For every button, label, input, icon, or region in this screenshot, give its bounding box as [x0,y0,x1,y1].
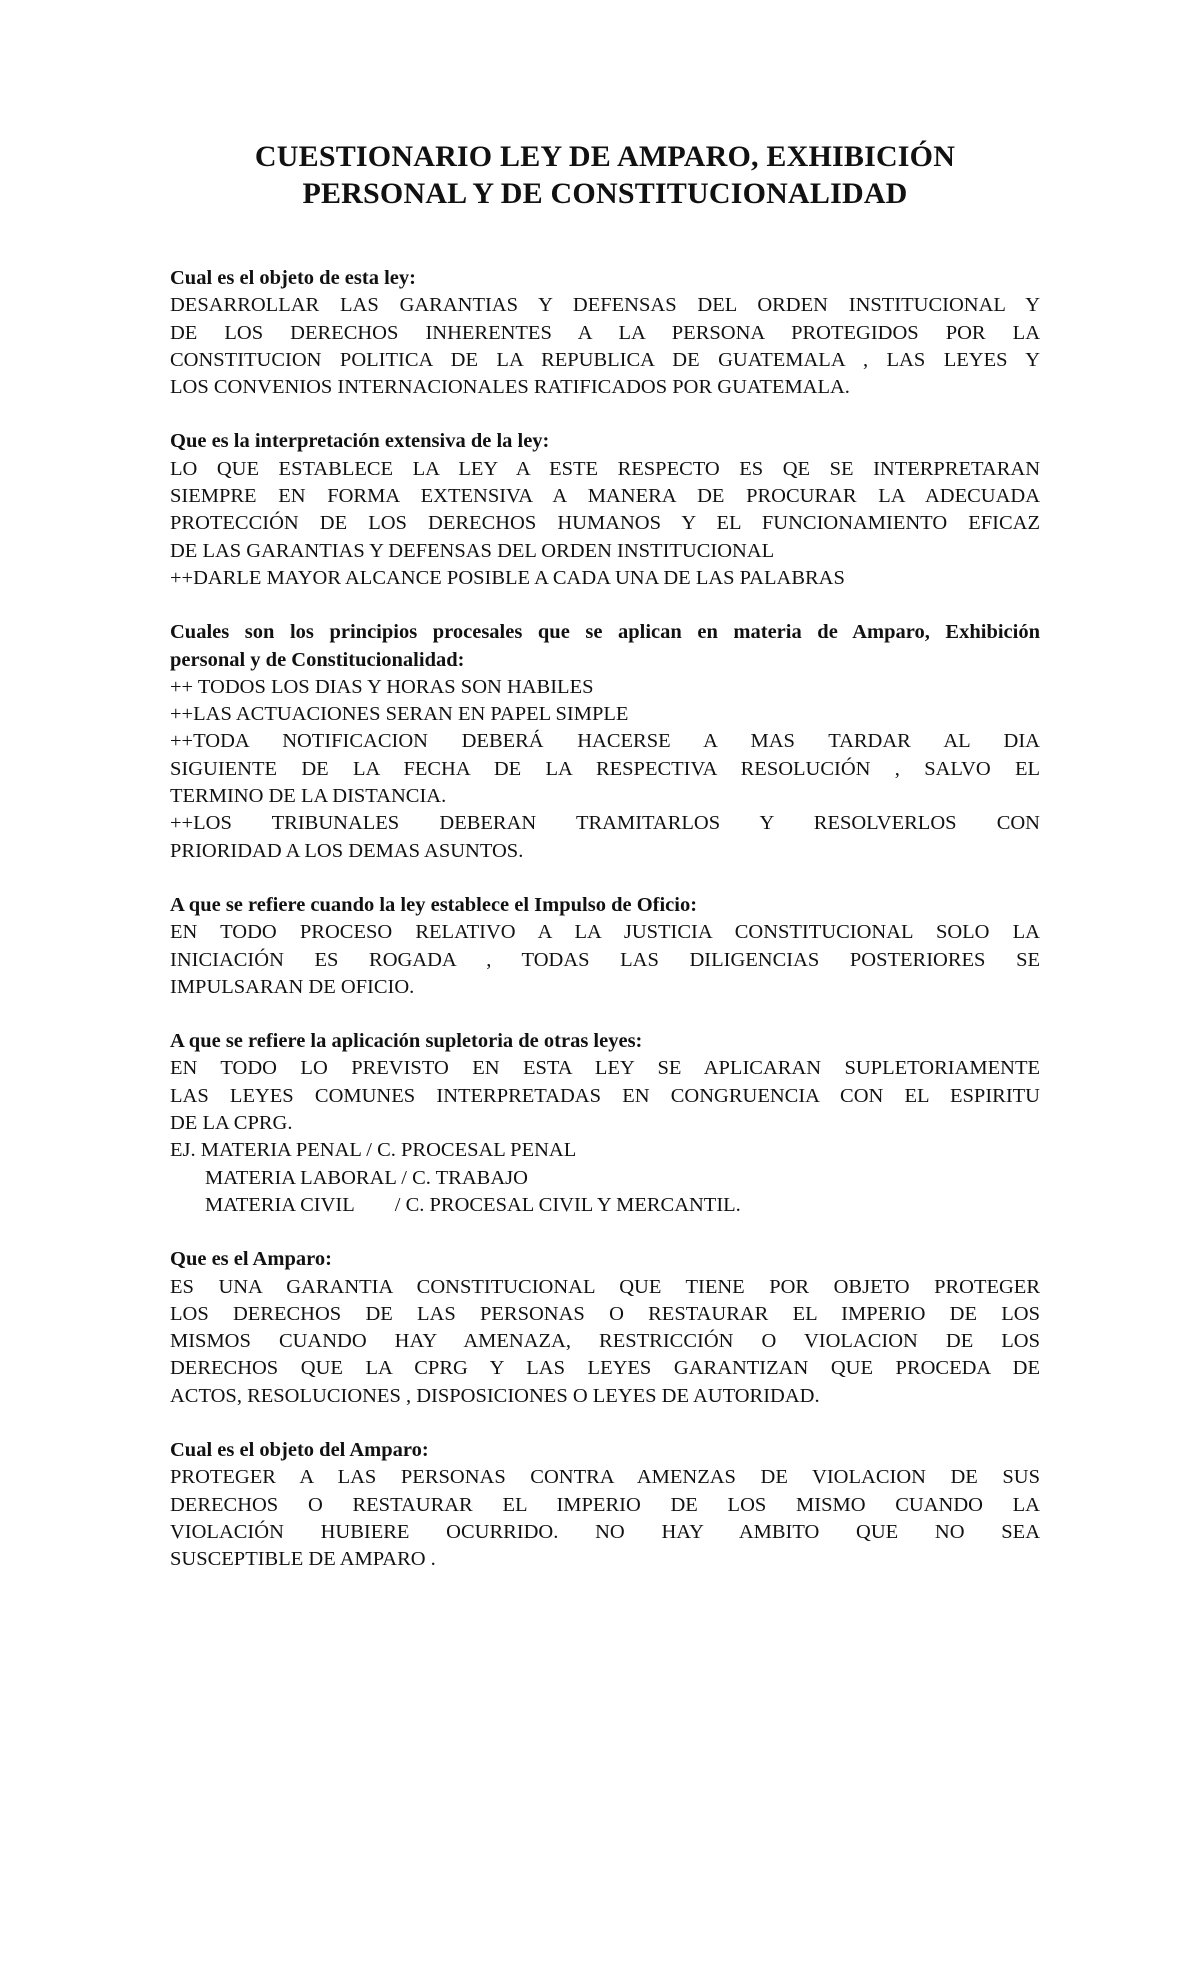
answer-line: TERMINO DE LA DISTANCIA. [170,785,447,808]
document-page [170,138,1040,1600]
question: Que es el Amparo: [170,1248,332,1271]
answer-line: SUSCEPTIBLE DE AMPARO . [170,1548,436,1571]
qa-section-aplicacion-supletoria [170,1028,1040,1219]
question: Cuales son los principios procesales que se aplican en materia de Amparo, Exhibición [170,621,1040,644]
answer-line: ++LOS TRIBUNALES DEBERAN TRAMITARLOS Y RESOLVERLOS CON [170,812,1040,835]
answer-line: DE LA CPRG. [170,1112,293,1135]
qa-section-interpretacion-extensiva [170,428,1040,592]
answer-line: PROTEGER A LAS PERSONAS CONTRA AMENZAS DE VIOLACION DE SUS [170,1466,1040,1489]
answer-line: MISMOS CUANDO HAY AMENAZA, RESTRICCIÓN O VIOLACION DE LOS [170,1330,1040,1353]
answer-line: SIGUIENTE DE LA FECHA DE LA RESPECTIVA RESOLUCIÓN , SALVO EL [170,757,1040,780]
answer-line: DE LOS DERECHOS INHERENTES A LA PERSONA PROTEGIDOS POR LA [170,321,1040,344]
answer-line: PRIORIDAD A LOS DEMAS ASUNTOS. [170,839,524,862]
title-line-1: CUESTIONARIO LEY DE AMPARO, EXHIBICIÓN [254,140,956,173]
materia-civil: MATERIA CIVIL [205,1193,355,1216]
answer-line: PROTECCIÓN DE LOS DERECHOS HUMANOS Y EL FUNCIONAMIENTO EFICAZ [170,512,1040,535]
answer-line: LAS LEYES COMUNES INTERPRETADAS EN CONGRUENCIA CON EL ESPIRITU [170,1084,1040,1107]
answer-line: EN TODO LO PREVISTO EN ESTA LEY SE APLICARAN SUPLETORIAMENTE [170,1057,1040,1080]
answer-line: EN TODO PROCESO RELATIVO A LA JUSTICIA CONSTITUCIONAL SOLO LA [170,921,1040,944]
answer-line: LOS CONVENIOS INTERNACIONALES RATIFICADOS POR GUATEMALA. [170,376,850,399]
answer-line: ++LAS ACTUACIONES SERAN EN PAPEL SIMPLE [170,703,629,726]
answer-line: MATERIA LABORAL / C. TRABAJO [205,1166,528,1189]
answer-line: ACTOS, RESOLUCIONES , DISPOSICIONES O LEYES DE AUTORIDAD. [170,1384,820,1407]
answer-line: LOS DERECHOS DE LAS PERSONAS O RESTAURAR EL IMPERIO DE LOS [170,1302,1040,1325]
question: Que es la interpretación extensiva de la ley: [170,430,550,453]
document-title [170,138,1040,212]
answer-line: IMPULSARAN DE OFICIO. [170,975,415,998]
qa-section-que-es-amparo [170,1246,1040,1410]
qa-section-principios-procesales [170,619,1040,865]
answer-line: SIEMPRE EN FORMA EXTENSIVA A MANERA DE PROCURAR LA ADECUADA [170,485,1040,508]
answer-line: ES UNA GARANTIA CONSTITUCIONAL QUE TIENE POR OBJETO PROTEGER [170,1275,1040,1298]
answer-line-civil [170,1192,1040,1219]
codigo-procesal-civil: / C. PROCESAL CIVIL Y MERCANTIL. [394,1193,741,1216]
answer-line: VIOLACIÓN HUBIERE OCURRIDO. NO HAY AMBITO QUE NO SEA [170,1520,1040,1543]
answer-line: DERECHOS O RESTAURAR EL IMPERIO DE LOS MISMO CUANDO LA [170,1493,1040,1516]
qa-section-objeto-amparo [170,1437,1040,1573]
qa-section-impulso-de-oficio [170,892,1040,1001]
question: Cual es el objeto de esta ley: [170,267,416,289]
answer-line: DE LAS GARANTIAS Y DEFENSAS DEL ORDEN INSTITUCIONAL [170,539,775,562]
answer-line: INICIACIÓN ES ROGADA , TODAS LAS DILIGENCIAS POSTERIORES SE [170,948,1040,971]
question: A que se refiere la aplicación supletoria de otras leyes: [170,1030,643,1053]
question: Cual es el objeto del Amparo: [170,1438,429,1461]
answer-line: EJ. MATERIA PENAL / C. PROCESAL PENAL [170,1139,577,1162]
qa-section-objeto-ley [170,265,1040,401]
answer-line: CONSTITUCION POLITICA DE LA REPUBLICA DE GUATEMALA , LAS LEYES Y [170,348,1040,371]
answer-line: DESARROLLAR LAS GARANTIAS Y DEFENSAS DEL ORDEN INSTITUCIONAL Y [170,294,1040,317]
title-line-2: PERSONAL Y DE CONSTITUCIONALIDAD [302,177,908,210]
answer-line: LO QUE ESTABLECE LA LEY A ESTE RESPECTO ES QE SE INTERPRETARAN [170,457,1040,480]
answer-line: DERECHOS QUE LA CPRG Y LAS LEYES GARANTIZAN QUE PROCEDA DE [170,1357,1040,1380]
answer-line: ++ TODOS LOS DIAS Y HORAS SON HABILES [170,675,594,698]
question: personal y de Constitucionalidad: [170,648,465,671]
answer-line: ++TODA NOTIFICACION DEBERÁ HACERSE A MAS TARDAR AL DIA [170,730,1040,753]
question: A que se refiere cuando la ley establece el Impulso de Oficio: [170,893,698,916]
answer-line: ++DARLE MAYOR ALCANCE POSIBLE A CADA UNA DE LAS PALABRAS [170,566,845,589]
